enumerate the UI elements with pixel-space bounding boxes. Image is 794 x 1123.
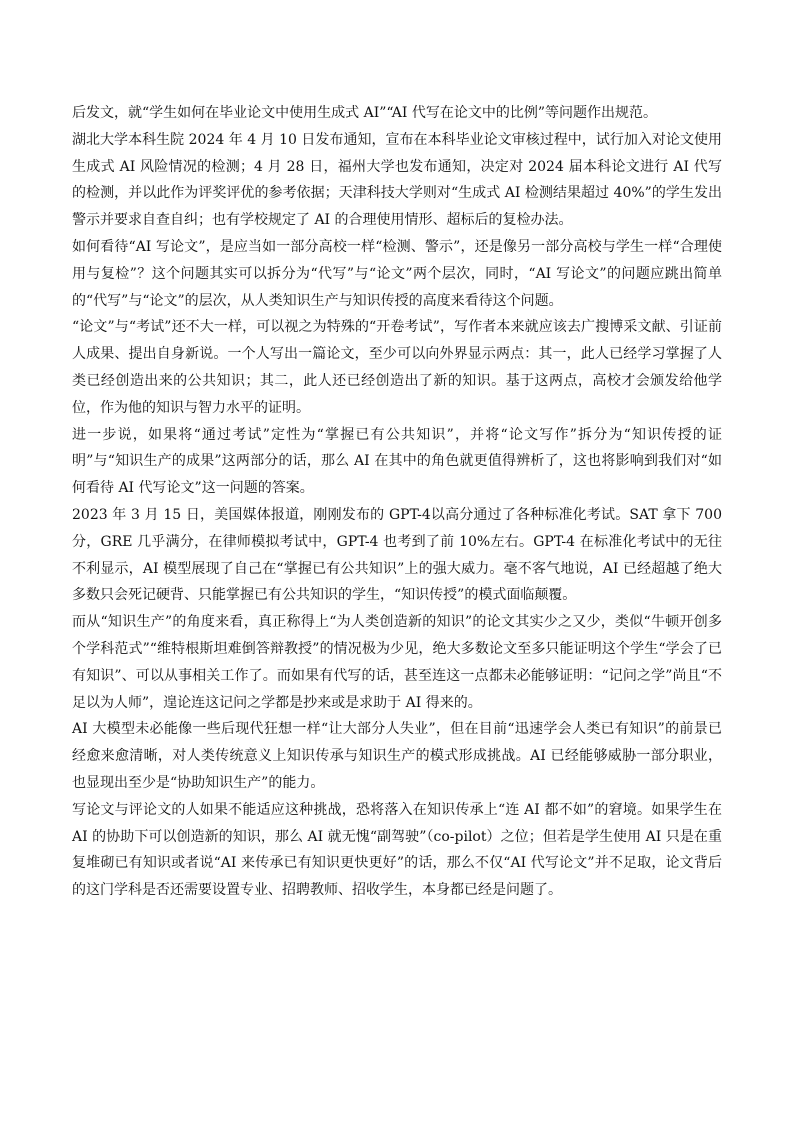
paragraph-4: “论文”与“考试”还不大一样，可以视之为特殊的“开卷考试”，写作者本来就应该去广搜博采文献、引证前人成果、提出自身新说。一个人写出一篇论文，至少可以向外界显示两点：其一，此人已经学习掌握了人类已经创造出来的公共知识；其二，此人还已经创造出了新的知识。基于这两点，高校才会颁发给他学位，作为他的知识与智力水平的证明。	[72, 319, 722, 416]
paragraph-7: 而从“知识生产”的角度来看，真正称得上“为人类创造新的知识”的论文其实少之又少，类似“牛顿开创多个学科范式”“维特根斯坦难倒答辩教授”的情况极为少见，绝大多数论文至多只能证明这个学生“学会了已有知识”、可以从事相关工作了。而如果有代写的话，甚至连这一点都未必能够证明：“记问之学”尚且“不足以为人师”，遑论连这记问之学都是抄来或是求助于 AI 得来的。	[72, 614, 722, 711]
paragraph-1: 后发文，就“学生如何在毕业论文中使用生成式 AI”“AI 代写在论文中的比例”等问题作出规范。	[72, 105, 658, 121]
paragraph-2: 湖北大学本科生院 2024 年 4 月 10 日发布通知，宣布在本科毕业论文审核过程中，试行加入对论文使用生成式 AI 风险情况的检测；4 月 28 日，福州大学也发布通知，决定对 2024 届本科论文进行 AI 代写的检测，并以此作为评奖评优的参考依据；天津科技大学则对“生成式 AI 检测结果超过 40%”的学生发出警示并要求自查自纠；也有学校规定了 AI 的合理使用情形、超标后的复检办法。	[72, 131, 722, 229]
document-body	[72, 100, 722, 904]
paragraph-5: 进一步说，如果将“通过考试”定性为“掌握已有公共知识”，并将“论文写作”拆分为“知识传授的证明”与“知识生产的成果”这两部分的话，那么 AI 在其中的角色就更值得辨析了，这也将影响到我们对“如何看待 AI 代写论文”这一问题的答案。	[72, 426, 722, 497]
paragraph-3: 如何看待“AI 写论文”，是应当如一部分高校一样“检测、警示”，还是像另一部分高校与学生一样“合理使用与复检”？这个问题其实可以拆分为“代写”与“论文”两个层次，同时，“AI 写论文”的问题应跳出简单的“代写”与“论文”的层次，从人类知识生产与知识传授的高度来看待这个问题。	[72, 238, 722, 309]
paragraph-8: AI 大模型未必能像一些后现代狂想一样“让大部分人失业”，但在目前“迅速学会人类已有知识”的前景已经愈来愈清晰，对人类传统意义上知识传承与知识生产的模式形成挑战。AI 已经能够威胁一部分职业，也显现出至少是“协助知识生产”的能力。	[72, 721, 722, 791]
paragraph-6: 2023 年 3 月 15 日，美国媒体报道，刚刚发布的 GPT-4以高分通过了各种标准化考试。SAT 拿下 700 分，GRE 几乎满分，在律师模拟考试中，GPT-4 也考到了前 10%左右。GPT-4 在标准化考试中的无往不利显示，AI 模型展现了自己在“掌握已有公共知识”上的强大威力。毫不客气地说，AI 已经超越了绝大多数只会死记硬背、只能掌握已有公共知识的学生，“知识传授”的模式面临颠覆。	[72, 506, 722, 604]
paragraph-9: 写论文与评论文的人如果不能适应这种挑战，恐将落入在知识传承上“连 AI 都不如”的窘境。如果学生在 AI 的协助下可以创造新的知识，那么 AI 就无愧“副驾驶”（co-pilot）之位；但若是学生使用 AI 只是在重复堆砌已有知识或者说“AI 来传承已有知识更快更好”的话，那么不仅“AI 代写论文”并不足取，论文背后的这门学科是否还需要设置专业、招聘教师、招收学生，本身都已经是问题了。	[72, 801, 722, 899]
